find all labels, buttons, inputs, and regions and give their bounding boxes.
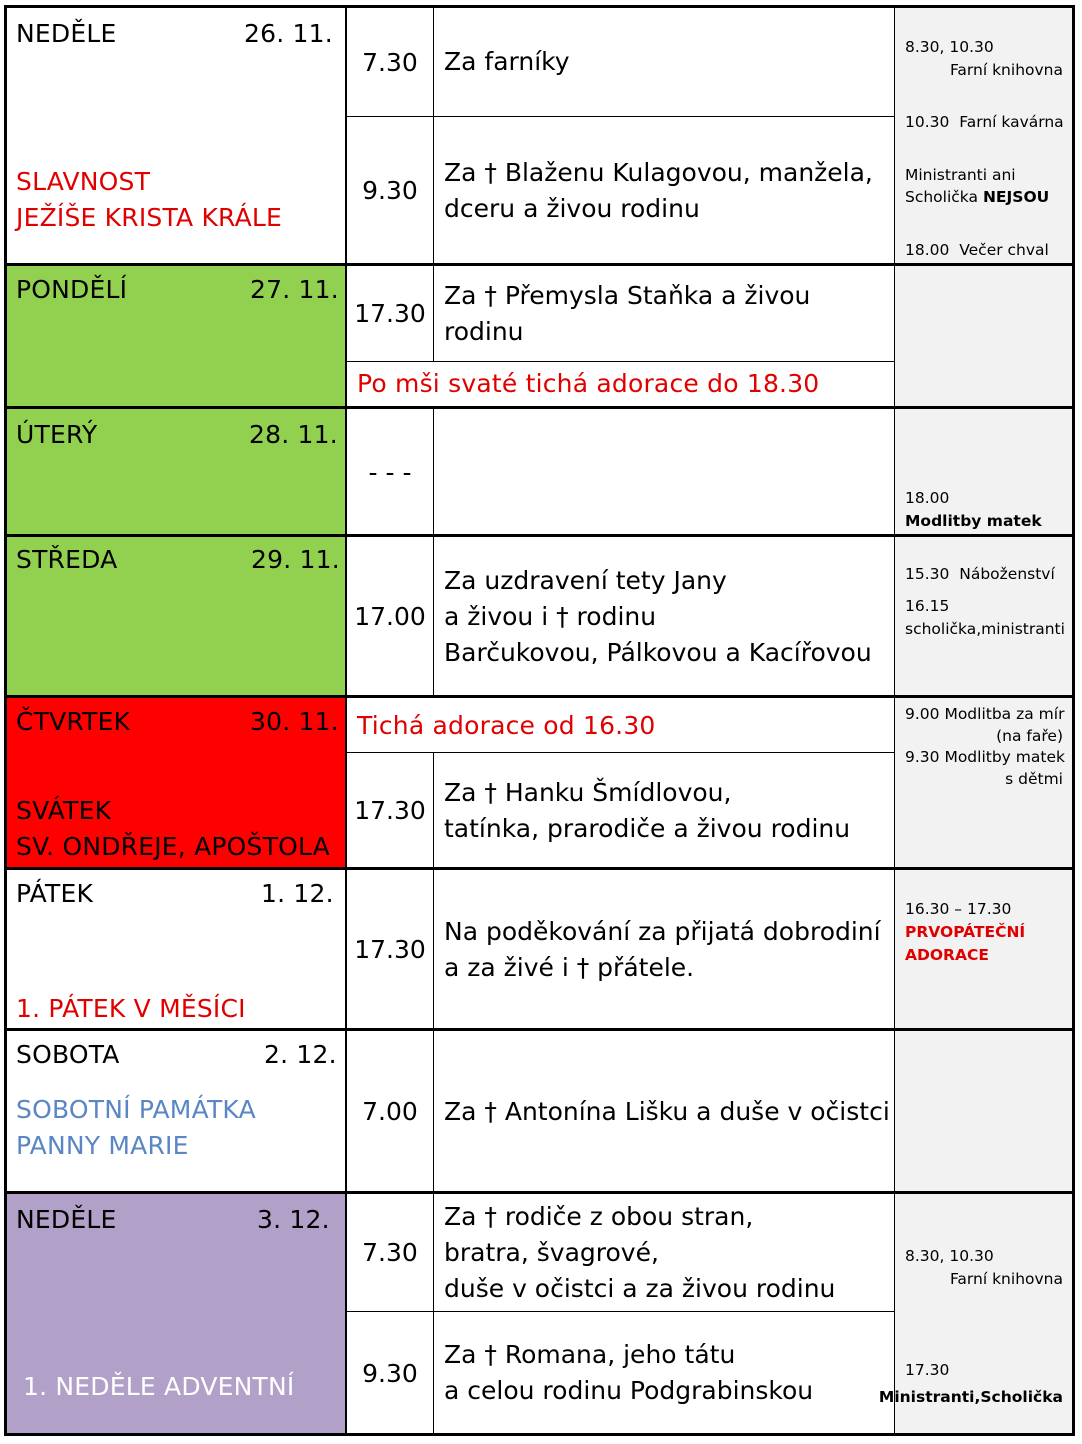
side-events-fri: 16.30 – 17.30 PRVOPÁTEČNÍ ADORACE: [894, 869, 1074, 1030]
day-date: 30. 11.: [250, 707, 339, 736]
day-name: PÁTEK: [16, 879, 94, 908]
day-date: 2. 12.: [264, 1040, 337, 1069]
day-name: NEDĚLE: [16, 1205, 117, 1234]
day-date: 27. 11.: [250, 275, 339, 304]
day-cell-wed: [6, 536, 346, 697]
mass-time: 9.30: [346, 116, 434, 265]
side-events-tue: 18.00 Modlitby matek: [894, 408, 1074, 536]
mass-time: - - -: [346, 408, 434, 536]
adoration-note: Po mši svaté tichá adorace do 18.30: [346, 361, 895, 408]
mass-intention: Za † Hanku Šmídlovou, tatínka, prarodiče a živou rodinu: [433, 752, 895, 869]
day-cell-thu: [6, 697, 346, 869]
day-cell-mon: [6, 265, 346, 408]
feast-line1: 1. PÁTEK V MĚSÍCI: [16, 994, 246, 1023]
feast-line2: JEŽÍŠE KRISTA KRÁLE: [16, 203, 283, 232]
mass-intention: Za † Přemysla Staňka a živou rodinu: [433, 265, 895, 362]
feast-line2: PANNY MARIE: [16, 1131, 189, 1160]
day-cell-fri: [6, 869, 346, 1030]
mass-time: 17.30: [346, 869, 434, 1030]
day-name: PONDĚLÍ: [16, 275, 128, 304]
day-date: 28. 11.: [249, 420, 338, 449]
mass-intention: Za † Antonína Lišku a duše v očistci: [433, 1030, 895, 1193]
mass-time: 9.30: [346, 1311, 434, 1435]
side-events-sat: [894, 1030, 1074, 1193]
day-date: 3. 12.: [257, 1205, 330, 1234]
day-cell-sun1: [6, 7, 346, 265]
side-events-thu: 9.00 Modlitba za mír (na faře) 9.30 Modlitby matek s dětmi: [894, 697, 1074, 869]
mass-time: 7.30: [346, 7, 434, 117]
feast-line1: SOBOTNÍ PAMÁTKA: [16, 1095, 256, 1124]
mass-time: 7.00: [346, 1030, 434, 1193]
frame-right: [1072, 5, 1075, 1436]
day-name: ČTVRTEK: [16, 707, 131, 736]
frame-bottom: [4, 1433, 1075, 1436]
day-name: ÚTERÝ: [16, 420, 98, 449]
day-cell-sat: [6, 1030, 346, 1193]
day-name: SOBOTA: [16, 1040, 120, 1069]
day-name: STŘEDA: [16, 545, 118, 574]
side-events-sun2: 8.30, 10.30 Farní knihovna 17.30 Ministranti,Scholička: [894, 1193, 1074, 1435]
mass-time: 17.30: [346, 752, 434, 869]
feast-line1: SLAVNOST: [16, 167, 151, 196]
mass-intention: Za farníky: [433, 7, 895, 117]
day-date: 1. 12.: [261, 879, 334, 908]
feast-line2: SV. ONDŘEJE, APOŠTOLA: [16, 832, 330, 861]
mass-intention: [433, 408, 895, 536]
feast-line1: 1. NEDĚLE ADVENTNÍ: [23, 1372, 295, 1401]
mass-time: 17.30: [346, 265, 434, 362]
day-cell-sun2: [6, 1193, 346, 1435]
mass-intention: Za uzdravení tety Jany a živou i † rodinu Barčukovou, Pálkovou a Kacířovou: [433, 536, 895, 697]
feast-line1: SVÁTEK: [16, 796, 112, 825]
mass-intention: Za † rodiče z obou stran, bratra, švagrové, duše v očistci a za živou rodinu: [433, 1193, 895, 1312]
mass-time: 7.30: [346, 1193, 434, 1312]
frame-top: [4, 5, 1075, 8]
day-date: 26. 11.: [244, 19, 333, 48]
day-cell-tue: [6, 408, 346, 536]
mass-intention: Na poděkování za přijatá dobrodiní a za živé i † přátele.: [433, 869, 895, 1030]
side-events-wed: 15.30 Náboženství 16.15 scholička,ministranti: [894, 536, 1074, 697]
side-events-sun1: 8.30, 10.30 Farní knihovna 10.30 Farní kavárna Ministranti ani Scholička NEJSOU 18.00 Večer chval: [894, 7, 1074, 265]
side-events-mon: [894, 265, 1074, 408]
mass-intention: Za † Romana, jeho tátu a celou rodinu Podgrabinskou: [433, 1311, 895, 1435]
frame-left: [4, 5, 7, 1436]
adoration-note: Tichá adorace od 16.30: [346, 697, 895, 753]
mass-time: 17.00: [346, 536, 434, 697]
day-name: NEDĚLE: [16, 19, 117, 48]
mass-intention: Za † Blaženu Kulagovou, manžela, dceru a živou rodinu: [433, 116, 895, 265]
day-date: 29. 11.: [251, 545, 340, 574]
